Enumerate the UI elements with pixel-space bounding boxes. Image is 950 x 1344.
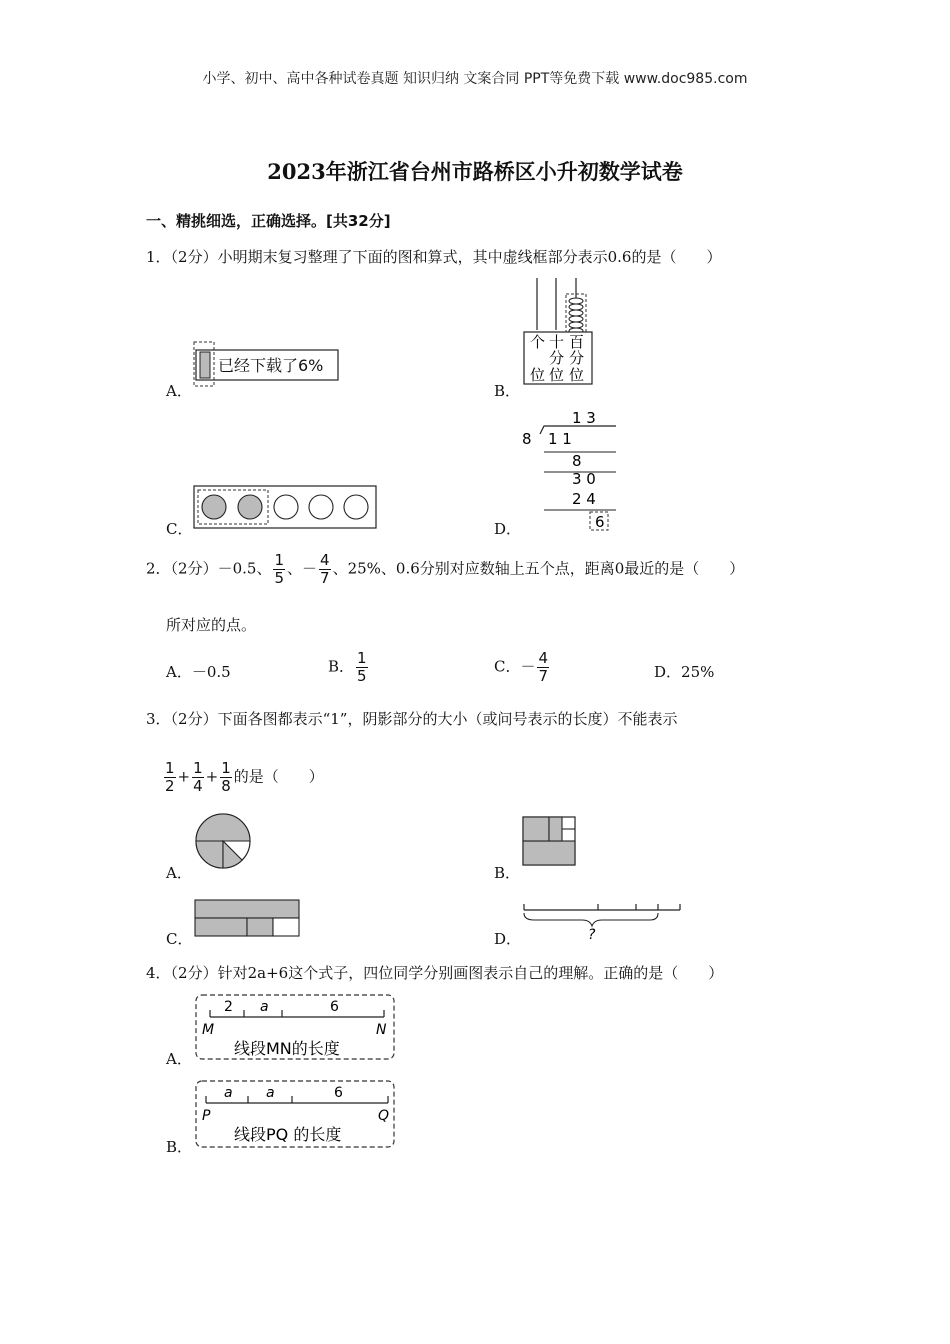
q2-option-c[interactable]: C．－ $\frac{4}{7}$ [494,649,549,685]
q1-option-d-label[interactable]: D． [494,520,522,538]
question-2 [146,552,744,587]
page-title: 2023年浙江省台州市路桥区小升初数学试卷 [267,159,683,184]
q2-option-b[interactable]: B． $\frac{1}{5}$ [328,649,367,685]
endpoint-label: M [202,1022,215,1038]
shaded-circle [238,495,262,519]
question-3 [146,708,677,729]
quotient: 1 3 [572,409,596,427]
q1-option-a-label[interactable]: A． [166,382,192,400]
label-ones-3: 位 [530,366,546,384]
square-half [523,841,575,865]
question-text: （2分）针对2a+6这个式子，四位同学分别画图表示自己的理解。正确的是（ ） [170,964,724,982]
abacus-beads [569,298,583,334]
q1-option-b-label[interactable]: B． [494,382,521,400]
question-text: （2分）下面各图都表示“1”，阴影部分的大小（或问号表示的长度）不能表示 [170,710,678,728]
q3-option-a-label[interactable]: A． [166,864,192,882]
download-progress-fill [200,352,210,378]
q1-option-b-abacus [518,274,598,386]
q3-option-c-bars [192,896,304,942]
pie-quarter [196,841,223,868]
fraction-1-8: $\frac{1}{8}$ [221,759,231,795]
question-number: 4． [146,964,171,982]
segment-caption: 线段MN的长度 [234,1039,340,1058]
fraction-1-2: $\frac{1}{2}$ [165,759,175,795]
q3-option-a-pie [192,810,254,872]
segment-label: 2 [224,999,233,1015]
step-1: 8 [572,452,582,470]
label-hundredths-1: 百 [569,333,585,351]
dividend: 1 1 [548,430,572,448]
q3-option-b-square [520,814,578,868]
label-tenths-3: 位 [549,366,565,384]
question-number: 3． [146,710,171,728]
empty-circle [309,495,333,519]
question-text-pre: （2分）－0.5、 [170,559,272,578]
label-hundredths-2: 分 [569,349,585,367]
square-quarter [523,817,549,841]
q1-option-c-label[interactable]: C． [166,520,193,538]
divisor: 8 [522,430,532,448]
remainder: 6 [595,513,605,531]
bar-half [195,918,247,936]
fraction-1-5: $\frac{1}{5}$ [357,649,367,685]
pie-half [196,814,250,841]
q4-option-a-label[interactable]: A． [166,1050,192,1068]
q4-option-b-figure [192,1078,398,1150]
fraction-4-7: $\frac{4}{7}$ [320,551,330,587]
download-label: 已经下载了6% [218,356,324,375]
section-heading: 一、精挑细选，正确选择。[共32分] [146,212,391,230]
page-header: 小学、初中、高中各种试卷真题 知识归纳 文案合同 PPT等免费下载 www.doc985.com [202,71,748,87]
bar-whole [195,900,299,918]
brace [524,913,658,926]
fraction-1-5: $\frac{1}{5}$ [274,551,284,587]
label-ones: 个 [530,333,546,351]
q4-option-b-label[interactable]: B． [166,1138,193,1156]
empty-circle [344,495,368,519]
shaded-circle [202,495,226,519]
q3-option-d-segment [520,898,684,942]
segment-label: a [224,1085,233,1101]
segment-label: 6 [330,999,339,1015]
q3-option-c-label[interactable]: C． [166,930,193,948]
question-text-post: 、25%、0.6分别对应数轴上五个点，距离0最近的是（ ） [332,559,745,578]
step-2: 3 0 [572,470,596,488]
segment-caption: 线段PQ 的长度 [234,1125,342,1144]
q1-option-a-figure [190,338,345,390]
q2-option-d[interactable]: D．25% [654,663,715,681]
question-4 [146,962,723,983]
segment-label: 6 [334,1085,343,1101]
label-tenths-1: 十 [549,333,565,351]
empty-circle [274,495,298,519]
label-tenths-2: 分 [549,349,565,367]
segment-label: a [266,1085,275,1101]
question-3-line2: $\frac{1}{2}$ + $\frac{1}{4}$ + $\frac{1}{8}$ 的是（ ） [165,759,324,795]
q2-option-a[interactable]: A．－0.5 [166,663,231,681]
endpoint-label: P [202,1108,211,1124]
question-text: （2分）小明期末复习整理了下面的图和算式，其中虚线框部分表示0.6的是（ ） [170,248,722,266]
step-3: 2 4 [572,490,596,508]
endpoint-label: Q [378,1108,390,1124]
fraction-4-7: $\frac{4}{7}$ [538,649,549,685]
endpoint-label: N [376,1022,387,1038]
bar-quarter [247,918,273,936]
fraction-1-4: $\frac{1}{4}$ [193,759,203,795]
question-text-sep: 、－ [287,559,318,578]
label-hundredths-3: 位 [569,366,585,384]
q3-option-b-label[interactable]: B． [494,864,521,882]
square-eighth [549,817,562,841]
q4-option-a-figure [192,992,398,1062]
question-number: 1． [146,248,171,266]
segment-label: a [260,999,269,1015]
question-1 [146,246,721,267]
q1-option-d-division [518,404,628,532]
question-mark: ? [588,927,596,942]
q3-option-d-label[interactable]: D． [494,930,522,948]
question-number: 2． [146,559,171,578]
q1-option-c-circles [190,482,380,532]
question-2-line2: 所对应的点。 [166,616,257,634]
bar-empty [273,918,299,936]
